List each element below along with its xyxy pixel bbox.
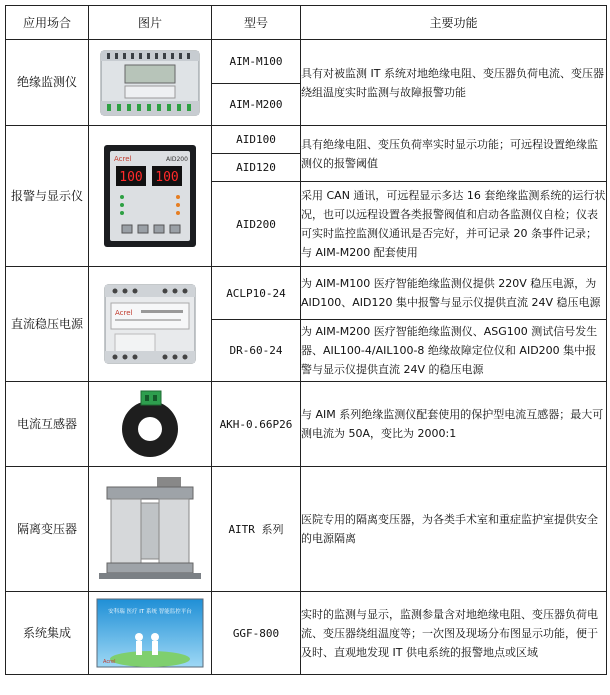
brand-label: Acrel — [114, 155, 132, 163]
header-model: 型号 — [212, 6, 301, 40]
model-aclp10-24: ACLP10-24 — [212, 267, 301, 320]
model-aid100: AID100 — [212, 126, 301, 154]
current-transformer-image — [89, 382, 212, 467]
scene-transformer: 隔离变压器 — [6, 467, 89, 592]
display-left: 100 — [119, 170, 143, 185]
table-row — [6, 467, 607, 592]
panel-meter-icon — [100, 141, 200, 251]
power-brand-label: Acrel — [115, 309, 133, 317]
function-alarm-a: 具有绝缘电阻、变压负荷率实时显示功能；可远程设置绝缘监测仪的报警阈值 — [301, 126, 607, 182]
alarm-display-image — [89, 126, 212, 267]
header-function: 主要功能 — [301, 6, 607, 40]
power-module-icon — [95, 279, 205, 369]
model-aid120: AID120 — [212, 154, 301, 182]
model-dr-60-24: DR-60-24 — [212, 320, 301, 382]
model-akh: AKH-0.66P26 — [212, 382, 301, 467]
table-row — [6, 40, 607, 84]
function-insulation: 具有对被监测 IT 系统对地绝缘电阻、变压器负荷电流、变压器绕组温度实时监测与故障报警功能 — [301, 40, 607, 126]
function-ct: 与 AIM 系列绝缘监测仪配套使用的保护型电流互感器；最大可测电流为 50A，变比为 2000:1 — [301, 382, 607, 467]
insulation-monitor-image — [89, 40, 212, 126]
table-row — [6, 126, 607, 154]
model-aim-m200: AIM-M200 — [212, 84, 301, 126]
screen-brand: Acrel — [103, 659, 116, 665]
scene-power: 直流稳压电源 — [6, 267, 89, 382]
scene-system: 系统集成 — [6, 592, 89, 675]
isolation-transformer-image — [89, 467, 212, 592]
table-row — [6, 382, 607, 467]
software-screen-icon — [95, 597, 205, 669]
header-picture: 图片 — [89, 6, 212, 40]
scene-ct: 电流互感器 — [6, 382, 89, 467]
table-row — [6, 267, 607, 320]
table-row — [6, 592, 607, 675]
model-ggf-800: GGF-800 — [212, 592, 301, 675]
device-model-label: AID200 — [166, 156, 188, 163]
din-rail-device-icon — [95, 45, 205, 121]
current-transformer-icon — [105, 387, 195, 461]
function-transformer: 医院专用的隔离变压器，为各类手术室和重症监护室提供安全的电源隔离 — [301, 467, 607, 592]
header-scene: 应用场合 — [6, 6, 89, 40]
function-power-a: 为 AIM-M100 医疗智能绝缘监测仪提供 220V 稳压电源，为 AID100、AID120 集中报警与显示仪提供直流 24V 稳压电源 — [301, 267, 607, 320]
table-header-row — [6, 6, 607, 40]
display-right: 100 — [155, 170, 179, 185]
model-aim-m100: AIM-M100 — [212, 40, 301, 84]
scene-alarm: 报警与显示仪 — [6, 126, 89, 267]
product-table — [5, 5, 607, 675]
function-system: 实时的监测与显示，监测参量含对地绝缘电阻、变压器负荷电流、变压器绕组温度等；一次图及现场分布图显示功能，便于及时、直观地发现 IT 供电系统的报警地点或区域 — [301, 592, 607, 675]
model-aid200: AID200 — [212, 182, 301, 267]
function-power-b: 为 AIM-M200 医疗智能绝缘监测仪、ASG100 测试信号发生器、AIL100-4/AIL100-8 绝缘故障定位仪和 AID200 集中报警与显示仪提供直流 24V 的稳压电源 — [301, 320, 607, 382]
model-aitr: AITR 系列 — [212, 467, 301, 592]
power-supply-image — [89, 267, 212, 382]
isolation-transformer-icon — [95, 473, 205, 585]
scene-insulation: 绝缘监测仪 — [6, 40, 89, 126]
function-alarm-b: 采用 CAN 通讯，可远程显示多达 16 套绝缘监测系统的运行状况，也可以远程设置各类报警阀值和启动各监测仪自检；仪表可实时监控监测仪通讯是否完好，并可记录 20 条事件记录；与 AIM-M200 配套使用 — [301, 182, 607, 267]
system-screen-image — [89, 592, 212, 675]
screen-banner: 安科瑞 医疗 IT 系统 智能监控平台 — [108, 609, 192, 615]
